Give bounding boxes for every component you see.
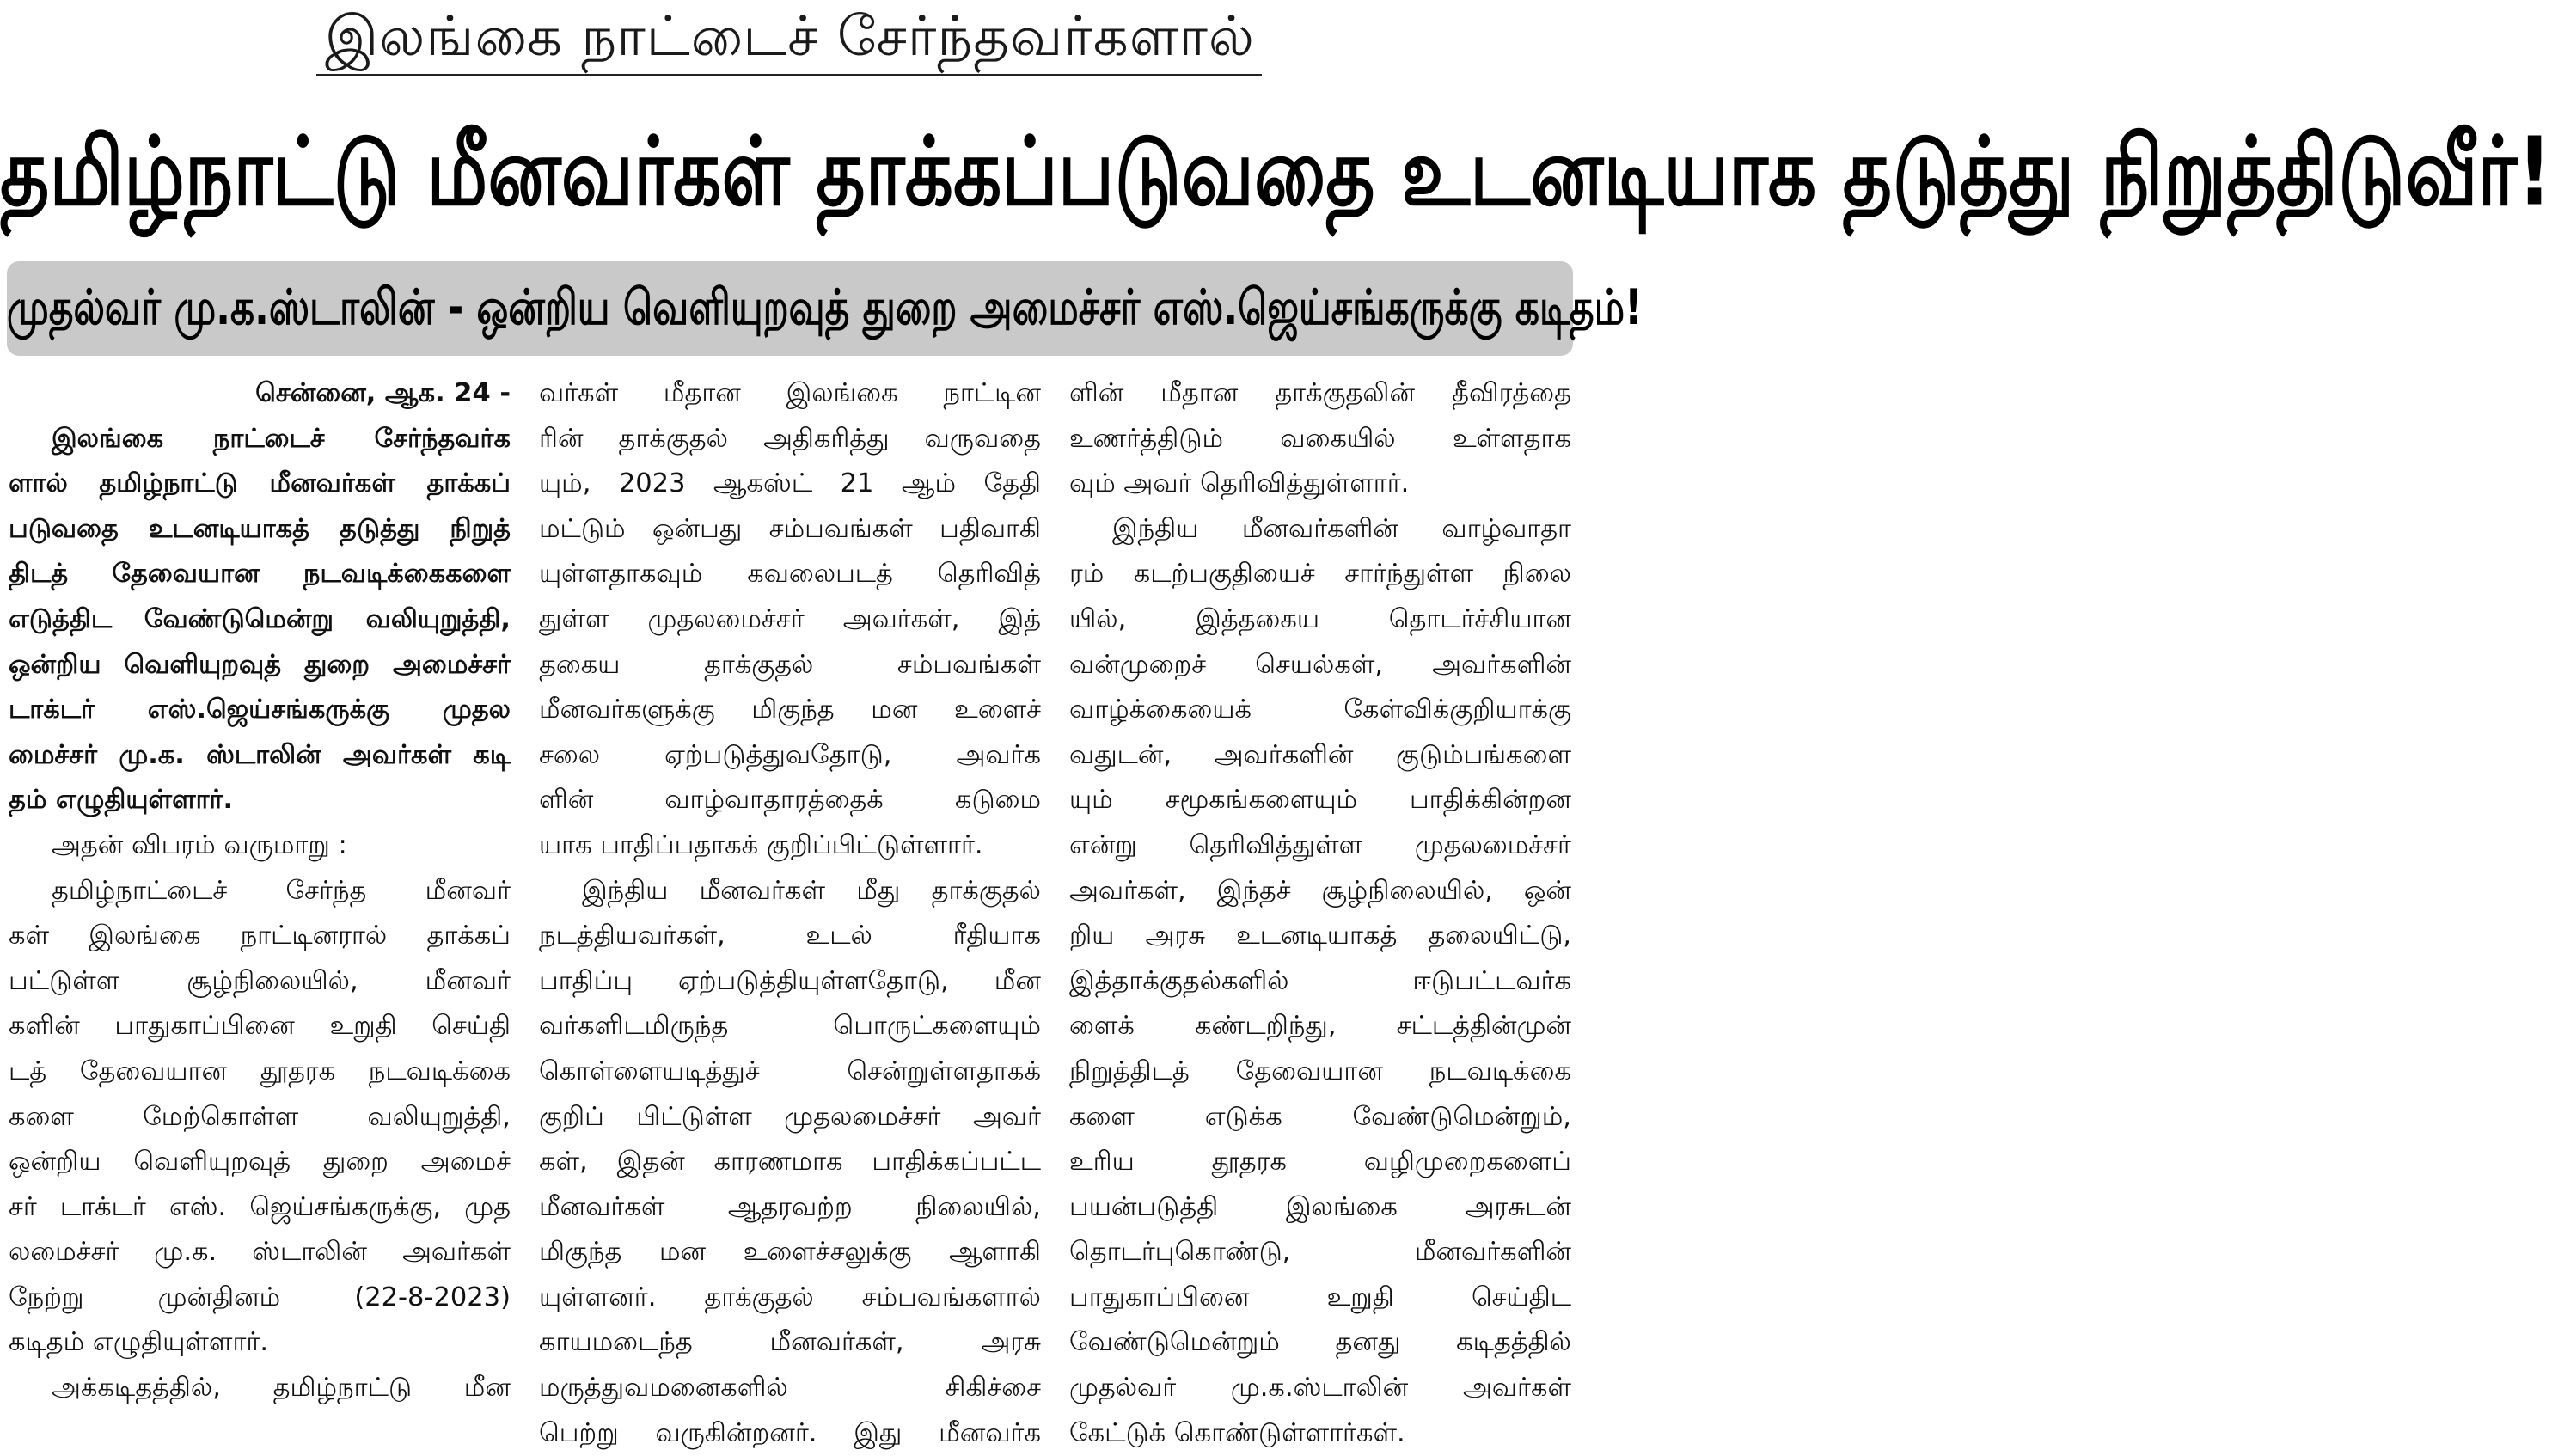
paragraph-line: இந்திய மீனவர்களின் வாழ்வாதா (1112, 513, 1571, 544)
intro-line: அதன் விபரம் வருமாறு : (52, 829, 347, 860)
paragraph-line: மீனவர்களுக்கு மிகுந்த மன உளைச் (539, 694, 1041, 725)
paragraph-line: மீனவர்கள் ஆதரவற்ற நிலையில், (539, 1191, 1041, 1222)
paragraph-line: மருத்துவமனைகளில் சிகிச்சை (539, 1373, 1041, 1404)
paragraph-line: யாக பாதிப்பதாகக் குறிப்பிட்டுள்ளார். (539, 829, 983, 860)
paragraph (1069, 371, 1571, 507)
paragraph-line: றிய அரசு உடனடியாகத் தலையிட்டு, (1069, 921, 1571, 951)
paragraph-line: அவர்கள், இந்தச் சூழ்நிலையில், ஒன் (1069, 875, 1571, 906)
lead-line: டாக்டர் எஸ்.ஜெய்சங்கருக்கு முதல (9, 694, 511, 725)
paragraph-line: சலை ஏற்படுத்துவதோடு, அவர்க (539, 739, 1041, 770)
paragraph-line: நடத்தியவர்கள், உடல் ரீதியாக (539, 921, 1041, 951)
lead-line: தம் எழுதியுள்ளார். (9, 785, 234, 816)
paragraph-line: வாழ்க்கையைக் கேள்விக்குறியாக்கு (1069, 694, 1571, 725)
paragraph-line: வர்களிடமிருந்த பொருட்களையும் (539, 1011, 1041, 1042)
lead-line: ஒன்றிய வெளியுறவுத் துறை அமைச்சர் (9, 649, 511, 680)
paragraph (9, 1366, 511, 1411)
article-column-2 (539, 371, 1041, 1448)
paragraph-line: பாதிப்பு ஏற்படுத்தியுள்ளதோடு, மீன (539, 965, 1041, 996)
paragraph-line: நிறுத்திடத் தேவையான நடவடிக்கை (1069, 1055, 1571, 1086)
paragraph-line: காயமடைந்த மீனவர்கள், அரசு (539, 1327, 1041, 1358)
lead-line: திடத் தேவையான நடவடிக்கைகளை (9, 559, 511, 590)
paragraph-line: தொடர்புகொண்டு, மீனவர்களின் (1069, 1237, 1571, 1268)
paragraph-line: ளின் மீதான தாக்குதலின் தீவிரத்தை (1069, 378, 1571, 408)
subheadline-banner (7, 261, 1643, 356)
paragraph-line: கள் இலங்கை நாட்டினரால் தாக்கப் (9, 921, 511, 951)
paragraph-line: டத் தேவையான தூதரக நடவடிக்கை (9, 1055, 511, 1086)
paragraph-line: நேற்று முன்தினம் (22-8-2023) (9, 1282, 511, 1312)
paragraph (539, 371, 1041, 869)
lead-paragraph (9, 417, 511, 823)
paragraph-line: ஒன்றிய வெளியுறவுத் துறை அமைச் (9, 1147, 511, 1178)
paragraph-line: முதல்வர் மு.க.ஸ்டாலின் அவர்கள் (1069, 1373, 1571, 1404)
paragraph (539, 869, 1041, 1456)
paragraph-line: யுள்ளதாகவும் கவலைபடத் தெரிவித் (539, 559, 1041, 590)
paragraph-line: கடிதம் எழுதியுள்ளார். (9, 1327, 269, 1358)
paragraph-line: யும் சமூகங்களையும் பாதிக்கின்றன (1069, 785, 1571, 816)
kicker-underline (316, 74, 1262, 76)
kicker-heading: இலங்கை நாட்டைச் சேர்ந்தவர்களால் (325, 5, 1255, 69)
paragraph-line: வதுடன், அவர்களின் குடும்பங்களை (1069, 739, 1571, 770)
paragraph-line: கேட்டுக் கொண்டுள்ளார்கள். (1069, 1417, 1405, 1448)
paragraph-line: சர் டாக்டர் எஸ். ஜெய்சங்கருக்கு, முத (9, 1191, 511, 1222)
paragraph (9, 869, 511, 1367)
paragraph-line: உரிய தூதரக வழிமுறைகளைப் (1069, 1147, 1571, 1178)
lead-line: இலங்கை நாட்டைச் சேர்ந்தவர்க (52, 423, 511, 454)
paragraph-line: மட்டும் ஒன்பது சம்பவங்கள் பதிவாகி (539, 513, 1041, 544)
paragraph-line: பட்டுள்ள சூழ்நிலையில், மீனவர் (9, 965, 511, 996)
paragraph-line: பாதுகாப்பினை உறுதி செய்திட (1069, 1282, 1571, 1312)
paragraph-line: உணர்த்திடும் வகையில் உள்ளதாக (1069, 423, 1571, 454)
lead-line: ளால் தமிழ்நாட்டு மீனவர்கள் தாக்கப் (9, 468, 511, 499)
paragraph-line: இத்தாக்குதல்களில் ஈடுபட்டவர்க (1069, 965, 1571, 996)
paragraph-line: அக்கடிதத்தில், தமிழ்நாட்டு மீன (52, 1373, 511, 1404)
paragraph-line: என்று தெரிவித்துள்ள முதலமைச்சர் (1069, 829, 1571, 860)
paragraph-line: களை எடுக்க வேண்டுமென்றும், (1069, 1101, 1571, 1132)
paragraph-line: யுள்ளனர். தாக்குதல் சம்பவங்களால் (539, 1282, 1041, 1312)
paragraph-line: துள்ள முதலமைச்சர் அவர்கள், இத் (539, 603, 1041, 634)
paragraph-line: களின் பாதுகாப்பினை உறுதி செய்தி (9, 1011, 511, 1042)
paragraph-line: வர்கள் மீதான இலங்கை நாட்டின (539, 378, 1041, 408)
main-headline: தமிழ்நாட்டு மீனவர்கள் தாக்கப்படுவதை உடனடியாக தடுத்து நிறுத்திடுவீர்! (0, 116, 2552, 227)
paragraph-line: யும், 2023 ஆகஸ்ட் 21 ஆம் தேதி (539, 468, 1041, 499)
lead-line: மைச்சர் மு.க. ஸ்டாலின் அவர்கள் கடி (9, 739, 511, 770)
lead-line: எடுத்திட வேண்டுமென்று வலியுறுத்தி, (9, 603, 511, 634)
paragraph (1069, 507, 1571, 1456)
paragraph-line: ரின் தாக்குதல் அதிகரித்து வருவதை (539, 423, 1041, 454)
paragraph-line: வேண்டுமென்றும் தனது கடிதத்தில் (1069, 1327, 1571, 1358)
paragraph-line: யில், இத்தகைய தொடர்ச்சியான (1069, 603, 1571, 634)
paragraph-line: கொள்ளையடித்துச் சென்றுள்ளதாகக் (539, 1055, 1041, 1086)
paragraph-line: களை மேற்கொள்ள வலியுறுத்தி, (9, 1101, 511, 1132)
article-column-1 (9, 371, 511, 1404)
paragraph-line: மிகுந்த மன உளைச்சலுக்கு ஆளாகி (539, 1237, 1041, 1268)
subheadline-text: முதல்வர் மு.க.ஸ்டாலின் - ஒன்றிய வெளியுறவுத் துறை அமைச்சர் எஸ்.ஜெய்சங்கருக்கு கடிதம்! (7, 279, 1643, 337)
paragraph-line: ரம் கடற்பகுதியைச் சார்ந்துள்ள நிலை (1069, 559, 1571, 590)
paragraph-line: கள், இதன் காரணமாக பாதிக்கப்பட்ட (539, 1147, 1041, 1178)
lead-line: படுவதை உடனடியாகத் தடுத்து நிறுத் (9, 513, 511, 544)
paragraph-line: குறிப் பிட்டுள்ள முதலமைச்சர் அவர் (539, 1101, 1041, 1132)
paragraph-line: வன்முறைச் செயல்கள், அவர்களின் (1069, 649, 1571, 680)
paragraph-line: வும் அவர் தெரிவித்துள்ளார். (1069, 468, 1410, 499)
paragraph-line: ளைக் கண்டறிந்து, சட்டத்தின்முன் (1069, 1011, 1571, 1042)
paragraph-line: பயன்படுத்தி இலங்கை அரசுடன் (1069, 1191, 1571, 1222)
dateline: சென்னை, ஆக. 24 - (255, 378, 511, 408)
article-body (9, 371, 1571, 1448)
paragraph-line: பெற்று வருகின்றனர். இது மீனவர்க (539, 1417, 1041, 1448)
paragraph-line: தகைய தாக்குதல் சம்பவங்கள் (539, 649, 1041, 680)
paragraph-line: ளின் வாழ்வாதாரத்தைக் கடுமை (539, 785, 1041, 816)
paragraph-line: தமிழ்நாட்டைச் சேர்ந்த மீனவர் (52, 875, 511, 906)
paragraph-line: இந்திய மீனவர்கள் மீது தாக்குதல் (582, 875, 1041, 906)
article-column-3 (1069, 371, 1571, 1448)
paragraph-line: லமைச்சர் மு.க. ஸ்டாலின் அவர்கள் (9, 1237, 511, 1268)
